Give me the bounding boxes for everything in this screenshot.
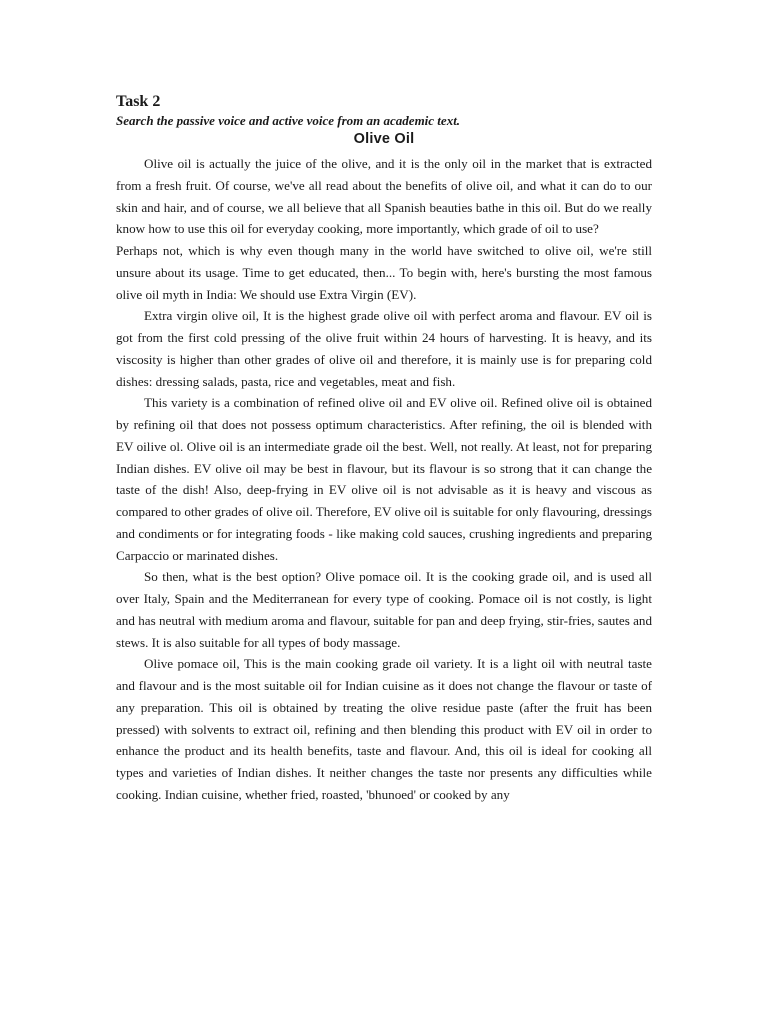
paragraph: Extra virgin olive oil, It is the highest grade olive oil with perfect aroma and flavour. EV oil is got from the first cold pressing of the olive fruit within 24 hours of harvesting. It is heavy, and its viscosity is higher than other grades of olive oil and therefore, it is mainly use is for preparing cold dishes: dressing salads, pasta, rice and vegetables, meat and fish. <box>116 308 652 389</box>
task-instruction: Search the passive voice and active voice from an academic text. <box>116 113 461 128</box>
paragraph: Perhaps not, which is why even though many in the world have switched to olive oil, we're still unsure about its usage. Time to get educated, then... To begin with, here's bursting the most famous olive oil myth in India: We should use Extra Virgin (EV). <box>116 243 652 302</box>
paragraph: Olive oil is actually the juice of the olive, and it is the only oil in the market that is extracted from a fresh fruit. Of course, we've all read about the benefits of olive oil, and what it can do to our skin and hair, and of course, we all believe that all Spanish beauties bathe in this oil. But do we really know how to use this oil for everyday cooking, more importantly, which grade of oil to use? <box>116 156 652 237</box>
document-page <box>116 92 652 806</box>
paragraph: This variety is a combination of refined olive oil and EV olive oil. Refined olive oil is obtained by refining oil that does not possess optimum characteristics. After refining, the oil is blended with EV oilive ol. Olive oil is an intermediate grade oil the best. Well, not really. At least, not for preparing Indian dishes. EV olive oil may be best in flavour, but its flavour is so strong that it can change the taste of the dish! Also, deep-frying in EV olive oil is not advisable as it is heavy and viscous as compared to other grades of olive oil. Therefore, EV olive oil is suitable for only flavouring, dressings and condiments or for integrating foods - like making cold sauces, crushing ingredients and preparing Carpaccio or marinated dishes. <box>116 395 652 563</box>
paragraph: So then, what is the best option? Olive pomace oil. It is the cooking grade oil, and is used all over Italy, Spain and the Mediterranean for every type of cooking. Pomace oil is not costly, is light and has neutral with medium aroma and flavour, suitable for pan and deep frying, stir-fries, sautes and stews. It is also suitable for all types of body massage. <box>116 569 652 650</box>
paragraph: Olive pomace oil, This is the main cooking grade oil variety. It is a light oil with neutral taste and flavour and is the most suitable oil for Indian cuisine as it does not change the flavour or taste of any preparation. This oil is obtained by treating the olive residue paste (after the fruit has been pressed) with solvents to extract oil, refining and then blending this product with EV oil in order to enhance the product and its health benefits, taste and flavour. And, this oil is ideal for cooking all types and varieties of Indian dishes. It neither changes the taste nor presents any difficulties while cooking. Indian cuisine, whether fried, roasted, 'bhunoed' or cooked by any <box>116 656 652 802</box>
task-heading: Task 2 <box>116 93 161 110</box>
document-title: Olive Oil <box>353 131 415 147</box>
